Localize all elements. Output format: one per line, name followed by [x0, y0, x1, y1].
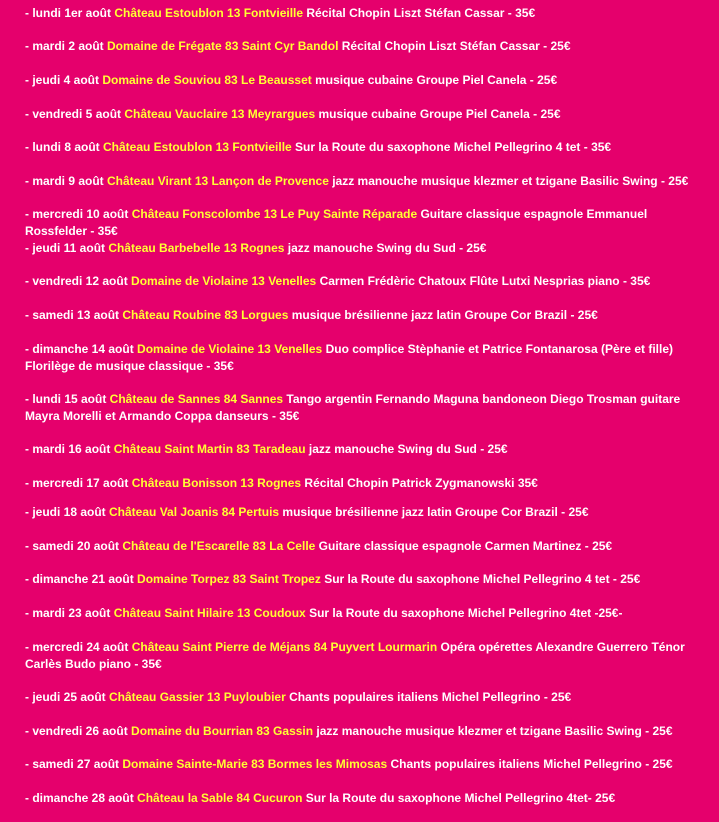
event-venue: Château Roubine 83 Lorgues: [122, 308, 289, 322]
event-details: jazz manouche musique klezmer et tzigane Basilic Swing - 25€: [313, 724, 673, 738]
event-date: - jeudi 4 août: [25, 73, 103, 87]
event-date: - samedi 13 août: [25, 308, 123, 322]
event-venue: Château Virant 13 Lançon de Provence: [107, 174, 329, 188]
event-date: - vendredi 26 août: [25, 724, 132, 738]
event-details: Sur la Route du saxophone Michel Pellegrino 4tet- 25€: [302, 791, 616, 805]
event-item: [25, 723, 695, 740]
event-details: Opéra opérettes Alexandre Guerrero Ténor Carlès Budo piano - 35€: [25, 640, 685, 671]
event-details: Guitare classique espagnole Emmanuel Rossfelder - 35€: [25, 207, 648, 238]
event-item: [25, 38, 695, 55]
event-item: [25, 139, 695, 156]
event-venue: Domaine Torpez 83 Saint Tropez: [137, 572, 321, 586]
event-date: - mardi 2 août: [25, 39, 108, 53]
event-item: [25, 273, 695, 290]
event-venue: Domaine de Frégate 83 Saint Cyr Bandol: [107, 39, 339, 53]
event-venue: Château Saint Martin 83 Taradeau: [113, 442, 306, 456]
event-date: - dimanche 14 août: [25, 342, 138, 356]
event-details: Chants populaires italiens Michel Pellegrino - 25€: [387, 757, 673, 771]
event-date: - jeudi 25 août: [25, 690, 110, 704]
event-details: musique cubaine Groupe Piel Canela - 25€: [311, 73, 558, 87]
event-details: musique brésilienne jazz latin Groupe Cor Brazil - 25€: [288, 308, 598, 322]
event-venue: Château Vauclaire 13 Meyrargues: [124, 107, 316, 121]
event-item: [25, 571, 695, 588]
event-date: - vendredi 5 août: [25, 107, 125, 121]
event-date: - lundi 1er août: [25, 6, 115, 20]
event-item: [25, 106, 695, 123]
event-details: Guitare classique espagnole Carmen Martinez - 25€: [315, 539, 613, 553]
event-item: [25, 605, 695, 622]
event-date: - dimanche 28 août: [25, 791, 138, 805]
event-item: [25, 341, 695, 375]
event-item: [25, 173, 695, 190]
event-item: [25, 391, 695, 425]
event-venue: Château Estoublon 13 Fontvieille: [114, 6, 304, 20]
event-date: - samedi 27 août: [25, 757, 123, 771]
event-date: - vendredi 12 août: [25, 274, 132, 288]
event-details: Sur la Route du saxophone Michel Pellegrino 4 tet - 35€: [291, 140, 612, 154]
event-item: [25, 307, 695, 324]
event-item: [25, 5, 695, 22]
event-venue: Château Saint Hilaire 13 Coudoux: [113, 606, 306, 620]
event-venue: Château Gassier 13 Puyloubier: [109, 690, 286, 704]
event-date: - lundi 8 août: [25, 140, 103, 154]
event-details: jazz manouche Swing du Sud - 25€: [305, 442, 508, 456]
event-item: [25, 504, 695, 521]
event-date: - jeudi 11 août: [25, 241, 109, 255]
event-details: Récital Chopin Liszt Stéfan Cassar - 35€: [303, 6, 536, 20]
event-details: Sur la Route du saxophone Michel Pellegrino 4tet -25€-: [305, 606, 623, 620]
event-details: Carmen Frédèric Chatoux Flûte Lutxi Nesprias piano - 35€: [316, 274, 651, 288]
event-venue: Château de l'Escarelle 83 La Celle: [122, 539, 316, 553]
event-item: [25, 790, 695, 807]
event-details: Chants populaires italiens Michel Pellegrino - 25€: [285, 690, 572, 704]
event-item: [25, 475, 695, 492]
event-venue: Château Estoublon 13 Fontvieille: [103, 140, 292, 154]
event-details: Sur la Route du saxophone Michel Pellegrino 4 tet - 25€: [320, 572, 641, 586]
event-venue: Château Fonscolombe 13 Le Puy Sainte Réparade: [131, 207, 418, 221]
event-date: - jeudi 18 août: [25, 505, 110, 519]
event-item: [25, 538, 695, 555]
event-date: - dimanche 21 août: [25, 572, 138, 586]
event-details: jazz manouche Swing du Sud - 25€: [284, 241, 487, 255]
event-date: - lundi 15 août: [25, 392, 110, 406]
event-date: - samedi 20 août: [25, 539, 123, 553]
event-item: [25, 441, 695, 458]
event-venue: Domaine du Bourrian 83 Gassin: [131, 724, 314, 738]
event-venue: Château la Sable 84 Cucuron: [137, 791, 303, 805]
event-date: - mardi 23 août: [25, 606, 114, 620]
event-details: Récital Chopin Liszt Stéfan Cassar - 25€: [338, 39, 571, 53]
event-date: - mardi 16 août: [25, 442, 114, 456]
event-details: Récital Chopin Patrick Zygmanowski 35€: [301, 476, 538, 490]
event-venue: Château Val Joanis 84 Pertuis: [109, 505, 280, 519]
event-venue: Domaine Sainte-Marie 83 Bormes les Mimosas: [122, 757, 388, 771]
event-item: [25, 756, 695, 773]
event-venue: Château Bonisson 13 Rognes: [131, 476, 302, 490]
event-item: [25, 72, 695, 89]
event-venue: Château Saint Pierre de Méjans 84 Puyvert Lourmarin: [131, 640, 438, 654]
event-item: [25, 206, 695, 240]
event-item: [25, 689, 695, 706]
event-date: - mercredi 17 août: [25, 476, 132, 490]
event-venue: Domaine de Violaine 13 Venelles: [137, 342, 323, 356]
event-item: [25, 240, 695, 257]
event-date: - mercredi 10 août: [25, 207, 132, 221]
event-venue: Domaine de Violaine 13 Venelles: [131, 274, 317, 288]
event-details: Tango argentin Fernando Maguna bandoneon Diego Trosman guitare Mayra Morelli et Armando Coppa danseurs - 35€: [25, 392, 681, 423]
event-venue: Domaine de Souviou 83 Le Beausset: [102, 73, 312, 87]
event-date: - mardi 9 août: [25, 174, 108, 188]
event-venue: Château de Sannes 84 Sannes: [109, 392, 284, 406]
event-details: Duo complice Stèphanie et Patrice Fontanarosa (Père et fille) Florilège de musique classique - 35€: [25, 342, 673, 373]
event-details: musique cubaine Groupe Piel Canela - 25€: [315, 107, 561, 121]
event-details: musique brésilienne jazz latin Groupe Cor Brazil - 25€: [279, 505, 589, 519]
event-date: - mercredi 24 août: [25, 640, 132, 654]
event-item: [25, 639, 695, 673]
event-details: jazz manouche musique klezmer et tzigane Basilic Swing - 25€: [328, 174, 689, 188]
event-venue: Château Barbebelle 13 Rognes: [108, 241, 285, 255]
